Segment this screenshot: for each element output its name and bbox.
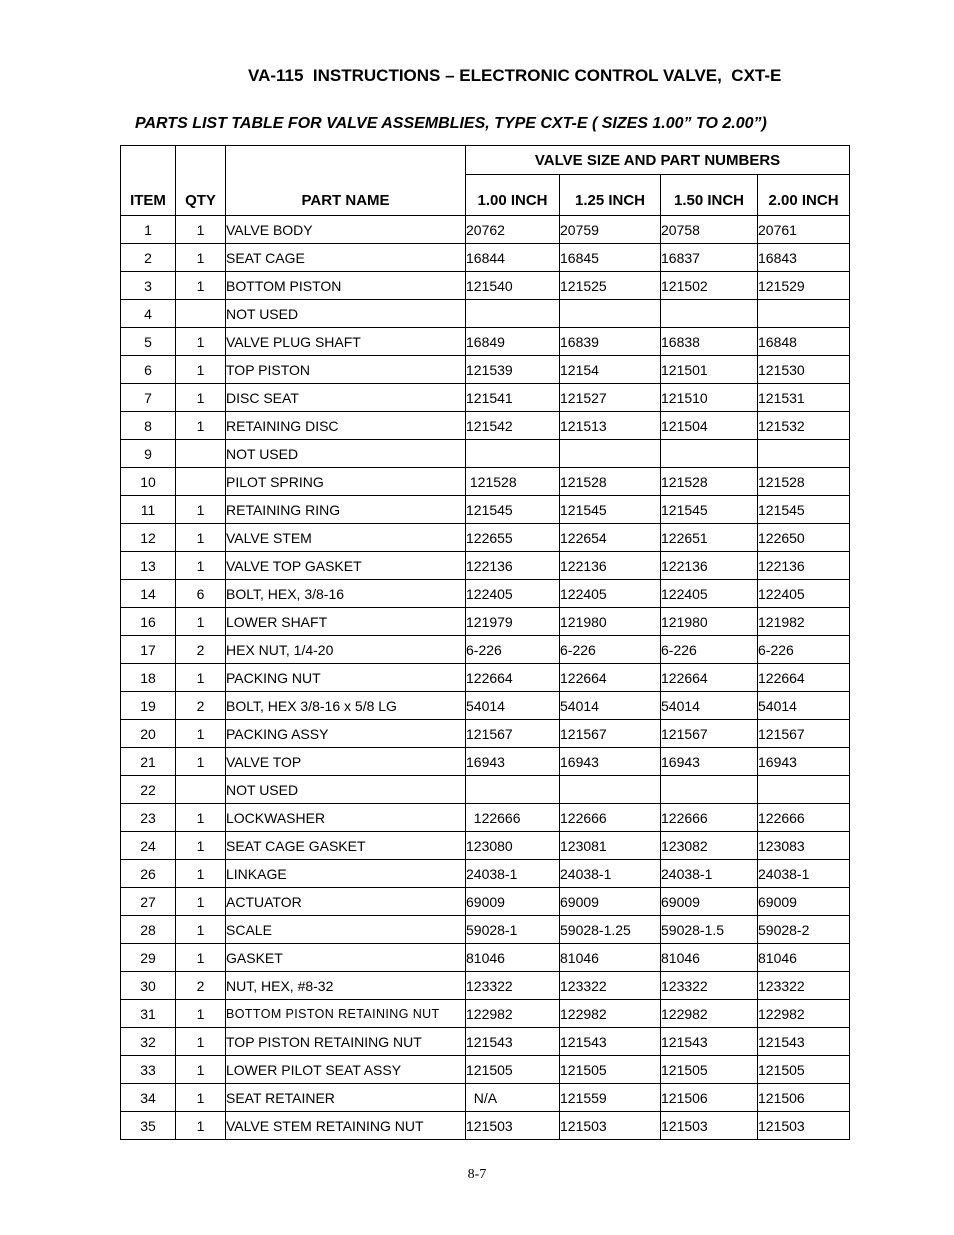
item-cell: 4 (121, 300, 176, 328)
item-cell: 27 (121, 888, 176, 916)
table-row (121, 860, 850, 888)
part-number-1-50-cell: 121528 (661, 468, 758, 496)
part-name-cell: VALVE STEM RETAINING NUT (226, 1112, 466, 1140)
item-cell: 33 (121, 1056, 176, 1084)
item-cell: 10 (121, 468, 176, 496)
part-number-1-50-cell: 121501 (661, 356, 758, 384)
qty-cell: 1 (176, 356, 226, 384)
table-row (121, 496, 850, 524)
table-row (121, 244, 850, 272)
part-number-1-25-cell: 123322 (560, 972, 661, 1000)
part-number-1-25-cell: 69009 (560, 888, 661, 916)
item-cell: 1 (121, 216, 176, 244)
part-number-1-00-cell: 122982 (466, 1000, 560, 1028)
part-number-1-00-cell: 122405 (466, 580, 560, 608)
qty-cell: 1 (176, 216, 226, 244)
qty-cell: 2 (176, 972, 226, 1000)
item-cell: 34 (121, 1084, 176, 1112)
part-number-2-00-cell: 123083 (758, 832, 850, 860)
qty-cell: 1 (176, 328, 226, 356)
part-number-2-00-cell: 121982 (758, 608, 850, 636)
parts-table-body (121, 216, 850, 1140)
part-number-1-00-cell: 121539 (466, 356, 560, 384)
part-name-cell: LOCKWASHER (226, 804, 466, 832)
item-cell: 20 (121, 720, 176, 748)
qty-cell: 1 (176, 860, 226, 888)
part-name-cell: LINKAGE (226, 860, 466, 888)
part-number-1-25-cell: 121503 (560, 1112, 661, 1140)
part-number-1-50-cell: 121503 (661, 1112, 758, 1140)
item-cell: 17 (121, 636, 176, 664)
part-number-1-25-cell: 54014 (560, 692, 661, 720)
table-row (121, 1028, 850, 1056)
item-cell: 22 (121, 776, 176, 804)
qty-cell: 1 (176, 272, 226, 300)
qty-cell: 1 (176, 608, 226, 636)
part-number-1-25-cell: 59028-1.25 (560, 916, 661, 944)
part-number-1-25-cell: 121513 (560, 412, 661, 440)
table-header-row-group (121, 146, 850, 175)
part-number-1-50-cell: 123082 (661, 832, 758, 860)
part-name-cell: BOTTOM PISTON (226, 272, 466, 300)
item-cell: 11 (121, 496, 176, 524)
part-number-2-00-cell: 59028-2 (758, 916, 850, 944)
part-name-cell: SEAT CAGE GASKET (226, 832, 466, 860)
part-name-cell: VALVE TOP (226, 748, 466, 776)
item-cell: 14 (121, 580, 176, 608)
part-number-1-00-cell: 69009 (466, 888, 560, 916)
item-cell: 12 (121, 524, 176, 552)
part-name-cell: RETAINING RING (226, 496, 466, 524)
part-number-1-00-cell: 121542 (466, 412, 560, 440)
part-name-cell: VALVE PLUG SHAFT (226, 328, 466, 356)
qty-cell: 2 (176, 636, 226, 664)
part-number-2-00-cell (758, 776, 850, 804)
part-number-1-25-cell: 121559 (560, 1084, 661, 1112)
parts-list-table (120, 145, 850, 1140)
part-number-2-00-cell (758, 440, 850, 468)
part-number-2-00-cell: 121529 (758, 272, 850, 300)
part-number-2-00-cell: 16848 (758, 328, 850, 356)
table-row (121, 272, 850, 300)
part-number-2-00-cell: 69009 (758, 888, 850, 916)
part-number-1-50-cell: 121545 (661, 496, 758, 524)
table-row (121, 944, 850, 972)
qty-cell: 1 (176, 916, 226, 944)
part-number-1-50-cell: 122664 (661, 664, 758, 692)
part-name-cell: NUT, HEX, #8-32 (226, 972, 466, 1000)
part-number-1-50-cell: 122651 (661, 524, 758, 552)
part-name-cell: NOT USED (226, 300, 466, 328)
part-number-1-50-cell: 6-226 (661, 636, 758, 664)
item-cell: 24 (121, 832, 176, 860)
table-row (121, 720, 850, 748)
header-item: ITEM (121, 175, 176, 216)
part-number-1-50-cell: 16838 (661, 328, 758, 356)
part-number-1-00-cell (466, 776, 560, 804)
item-cell: 5 (121, 328, 176, 356)
part-number-1-25-cell: 122666 (560, 804, 661, 832)
part-number-1-00-cell: 122136 (466, 552, 560, 580)
part-name-cell: LOWER PILOT SEAT ASSY (226, 1056, 466, 1084)
item-cell: 30 (121, 972, 176, 1000)
part-number-2-00-cell: 81046 (758, 944, 850, 972)
part-number-1-00-cell: N/A (466, 1084, 560, 1112)
qty-cell: 1 (176, 1084, 226, 1112)
part-number-1-25-cell: 121545 (560, 496, 661, 524)
part-name-cell: TOP PISTON (226, 356, 466, 384)
part-number-2-00-cell: 16843 (758, 244, 850, 272)
qty-cell: 1 (176, 804, 226, 832)
part-number-2-00-cell: 121506 (758, 1084, 850, 1112)
table-row (121, 1056, 850, 1084)
table-row (121, 748, 850, 776)
part-number-2-00-cell: 122136 (758, 552, 850, 580)
table-row (121, 412, 850, 440)
part-number-2-00-cell: 121528 (758, 468, 850, 496)
part-number-1-50-cell: 121504 (661, 412, 758, 440)
part-name-cell: SEAT CAGE (226, 244, 466, 272)
part-number-1-00-cell: 54014 (466, 692, 560, 720)
part-number-2-00-cell: 24038-1 (758, 860, 850, 888)
part-number-2-00-cell: 122664 (758, 664, 850, 692)
part-number-2-00-cell: 122405 (758, 580, 850, 608)
table-row (121, 468, 850, 496)
item-cell: 18 (121, 664, 176, 692)
part-name-cell: VALVE BODY (226, 216, 466, 244)
part-number-1-00-cell: 16943 (466, 748, 560, 776)
part-number-1-00-cell: 24038-1 (466, 860, 560, 888)
part-name-cell: SEAT RETAINER (226, 1084, 466, 1112)
part-number-2-00-cell: 121530 (758, 356, 850, 384)
part-name-cell: BOTTOM PISTON RETAINING NUT (226, 1000, 466, 1028)
part-number-2-00-cell: 121545 (758, 496, 850, 524)
qty-cell: 6 (176, 580, 226, 608)
part-number-2-00-cell: 122666 (758, 804, 850, 832)
part-number-1-00-cell (466, 440, 560, 468)
part-number-1-25-cell: 122136 (560, 552, 661, 580)
item-cell: 13 (121, 552, 176, 580)
table-row (121, 636, 850, 664)
part-number-1-00-cell: 16849 (466, 328, 560, 356)
part-number-1-50-cell: 121505 (661, 1056, 758, 1084)
table-row (121, 552, 850, 580)
part-number-1-25-cell: 121505 (560, 1056, 661, 1084)
item-cell: 31 (121, 1000, 176, 1028)
part-number-1-50-cell: 121980 (661, 608, 758, 636)
part-number-1-50-cell: 122666 (661, 804, 758, 832)
item-cell: 2 (121, 244, 176, 272)
qty-cell: 1 (176, 1056, 226, 1084)
page-number: 8-7 (467, 1167, 487, 1182)
part-number-1-00-cell: 16844 (466, 244, 560, 272)
part-number-1-25-cell: 121980 (560, 608, 661, 636)
table-row (121, 580, 850, 608)
document-title: VA-115 INSTRUCTIONS – ELECTRONIC CONTROL VALVE, CXT-E (248, 66, 782, 85)
part-number-1-25-cell: 24038-1 (560, 860, 661, 888)
part-number-1-00-cell: 121505 (466, 1056, 560, 1084)
qty-cell: 1 (176, 664, 226, 692)
item-cell: 9 (121, 440, 176, 468)
item-cell: 26 (121, 860, 176, 888)
part-number-1-50-cell: 59028-1.5 (661, 916, 758, 944)
part-number-1-50-cell: 24038-1 (661, 860, 758, 888)
table-row (121, 916, 850, 944)
part-name-cell: HEX NUT, 1/4-20 (226, 636, 466, 664)
part-number-1-50-cell: 16837 (661, 244, 758, 272)
qty-cell: 2 (176, 692, 226, 720)
header-size-1-00: 1.00 INCH (466, 175, 560, 216)
part-number-1-00-cell: 121503 (466, 1112, 560, 1140)
table-row (121, 328, 850, 356)
table-row (121, 384, 850, 412)
part-number-2-00-cell: 121532 (758, 412, 850, 440)
table-row (121, 608, 850, 636)
table-row (121, 440, 850, 468)
part-number-1-25-cell: 121527 (560, 384, 661, 412)
part-number-2-00-cell: 121543 (758, 1028, 850, 1056)
table-row (121, 356, 850, 384)
part-number-1-00-cell: 122666 (466, 804, 560, 832)
part-number-1-00-cell: 121543 (466, 1028, 560, 1056)
part-number-1-25-cell: 121543 (560, 1028, 661, 1056)
item-cell: 19 (121, 692, 176, 720)
part-number-1-00-cell: 121540 (466, 272, 560, 300)
item-cell: 29 (121, 944, 176, 972)
part-number-1-50-cell: 20758 (661, 216, 758, 244)
part-number-1-50-cell: 121510 (661, 384, 758, 412)
header-qty: QTY (176, 175, 226, 216)
part-number-1-25-cell: 20759 (560, 216, 661, 244)
part-number-2-00-cell: 123322 (758, 972, 850, 1000)
qty-cell: 1 (176, 748, 226, 776)
qty-cell: 1 (176, 496, 226, 524)
part-number-2-00-cell: 6-226 (758, 636, 850, 664)
part-number-1-50-cell (661, 300, 758, 328)
table-row (121, 972, 850, 1000)
part-number-1-50-cell: 69009 (661, 888, 758, 916)
part-number-1-25-cell: 122664 (560, 664, 661, 692)
header-valve-size-group: VALVE SIZE AND PART NUMBERS (466, 146, 850, 175)
table-header-row (121, 175, 850, 216)
part-number-1-25-cell: 121528 (560, 468, 661, 496)
part-name-cell: SCALE (226, 916, 466, 944)
part-name-cell: LOWER SHAFT (226, 608, 466, 636)
qty-cell (176, 468, 226, 496)
part-number-2-00-cell: 121567 (758, 720, 850, 748)
header-size-2-00: 2.00 INCH (758, 175, 850, 216)
qty-cell: 1 (176, 552, 226, 580)
part-number-1-50-cell: 121567 (661, 720, 758, 748)
qty-cell: 1 (176, 832, 226, 860)
part-number-1-25-cell: 122982 (560, 1000, 661, 1028)
part-number-1-50-cell: 123322 (661, 972, 758, 1000)
part-name-cell: NOT USED (226, 776, 466, 804)
header-part-name: PART NAME (226, 175, 466, 216)
part-number-2-00-cell (758, 300, 850, 328)
item-cell: 28 (121, 916, 176, 944)
part-number-1-50-cell: 16943 (661, 748, 758, 776)
part-name-cell: VALVE STEM (226, 524, 466, 552)
qty-cell: 1 (176, 412, 226, 440)
part-name-cell: GASKET (226, 944, 466, 972)
part-number-2-00-cell: 20761 (758, 216, 850, 244)
qty-cell: 1 (176, 1028, 226, 1056)
document-subtitle: PARTS LIST TABLE FOR VALVE ASSEMBLIES, TYPE CXT-E ( SIZES 1.00” TO 2.00”) (135, 115, 767, 132)
part-name-cell: DISC SEAT (226, 384, 466, 412)
item-cell: 35 (121, 1112, 176, 1140)
part-number-1-50-cell (661, 776, 758, 804)
part-number-1-00-cell: 81046 (466, 944, 560, 972)
part-number-1-50-cell: 122982 (661, 1000, 758, 1028)
qty-cell: 1 (176, 524, 226, 552)
part-name-cell: RETAINING DISC (226, 412, 466, 440)
part-number-1-00-cell: 121541 (466, 384, 560, 412)
qty-cell (176, 776, 226, 804)
part-number-1-00-cell: 6-226 (466, 636, 560, 664)
part-number-1-00-cell: 59028-1 (466, 916, 560, 944)
part-number-1-50-cell: 121502 (661, 272, 758, 300)
part-number-2-00-cell: 121505 (758, 1056, 850, 1084)
header-qty-spacer (176, 146, 226, 175)
part-number-1-00-cell: 123080 (466, 832, 560, 860)
part-name-cell: BOLT, HEX 3/8-16 x 5/8 LG (226, 692, 466, 720)
table-row (121, 832, 850, 860)
part-number-1-25-cell: 81046 (560, 944, 661, 972)
part-number-2-00-cell: 16943 (758, 748, 850, 776)
part-number-1-25-cell (560, 300, 661, 328)
part-name-cell: PACKING ASSY (226, 720, 466, 748)
part-name-cell: BOLT, HEX, 3/8-16 (226, 580, 466, 608)
part-number-2-00-cell: 121503 (758, 1112, 850, 1140)
part-name-cell: PACKING NUT (226, 664, 466, 692)
part-number-1-50-cell: 54014 (661, 692, 758, 720)
part-number-2-00-cell: 122650 (758, 524, 850, 552)
part-number-1-25-cell: 6-226 (560, 636, 661, 664)
part-number-1-25-cell (560, 440, 661, 468)
item-cell: 8 (121, 412, 176, 440)
part-number-1-25-cell: 16839 (560, 328, 661, 356)
item-cell: 7 (121, 384, 176, 412)
part-number-1-25-cell: 121567 (560, 720, 661, 748)
part-name-cell: VALVE TOP GASKET (226, 552, 466, 580)
part-number-1-00-cell: 122664 (466, 664, 560, 692)
table-row (121, 1084, 850, 1112)
table-row (121, 804, 850, 832)
table-row (121, 664, 850, 692)
item-cell: 6 (121, 356, 176, 384)
part-name-cell: NOT USED (226, 440, 466, 468)
header-size-1-25: 1.25 INCH (560, 175, 661, 216)
part-number-1-25-cell: 121525 (560, 272, 661, 300)
part-number-2-00-cell: 122982 (758, 1000, 850, 1028)
table-row (121, 524, 850, 552)
part-number-1-00-cell: 121567 (466, 720, 560, 748)
qty-cell: 1 (176, 720, 226, 748)
header-item-spacer (121, 146, 176, 175)
qty-cell (176, 440, 226, 468)
part-number-1-00-cell: 121979 (466, 608, 560, 636)
item-cell: 21 (121, 748, 176, 776)
item-cell: 16 (121, 608, 176, 636)
qty-cell: 1 (176, 244, 226, 272)
part-name-cell: PILOT SPRING (226, 468, 466, 496)
part-name-cell: ACTUATOR (226, 888, 466, 916)
part-number-1-00-cell: 20762 (466, 216, 560, 244)
qty-cell (176, 300, 226, 328)
part-number-1-50-cell: 121506 (661, 1084, 758, 1112)
part-number-1-50-cell (661, 440, 758, 468)
part-number-1-25-cell: 123081 (560, 832, 661, 860)
item-cell: 32 (121, 1028, 176, 1056)
qty-cell: 1 (176, 1112, 226, 1140)
qty-cell: 1 (176, 888, 226, 916)
table-row (121, 692, 850, 720)
part-number-1-50-cell: 121543 (661, 1028, 758, 1056)
part-number-1-25-cell: 12154 (560, 356, 661, 384)
part-number-1-00-cell (466, 300, 560, 328)
table-row (121, 1112, 850, 1140)
part-name-cell: TOP PISTON RETAINING NUT (226, 1028, 466, 1056)
table-row (121, 1000, 850, 1028)
part-number-2-00-cell: 121531 (758, 384, 850, 412)
part-number-1-00-cell: 122655 (466, 524, 560, 552)
table-row (121, 216, 850, 244)
table-row (121, 888, 850, 916)
part-number-1-00-cell: 121528 (466, 468, 560, 496)
header-size-1-50: 1.50 INCH (661, 175, 758, 216)
part-number-1-25-cell: 122654 (560, 524, 661, 552)
part-number-1-25-cell: 16845 (560, 244, 661, 272)
part-number-1-00-cell: 123322 (466, 972, 560, 1000)
header-part-name-spacer (226, 146, 466, 175)
qty-cell: 1 (176, 1000, 226, 1028)
qty-cell: 1 (176, 384, 226, 412)
part-number-1-00-cell: 121545 (466, 496, 560, 524)
part-number-1-50-cell: 122136 (661, 552, 758, 580)
table-row (121, 300, 850, 328)
table-row (121, 776, 850, 804)
part-number-1-50-cell: 81046 (661, 944, 758, 972)
part-number-2-00-cell: 54014 (758, 692, 850, 720)
qty-cell: 1 (176, 944, 226, 972)
item-cell: 3 (121, 272, 176, 300)
part-number-1-25-cell: 122405 (560, 580, 661, 608)
part-number-1-25-cell: 16943 (560, 748, 661, 776)
part-number-1-25-cell (560, 776, 661, 804)
item-cell: 23 (121, 804, 176, 832)
part-number-1-50-cell: 122405 (661, 580, 758, 608)
